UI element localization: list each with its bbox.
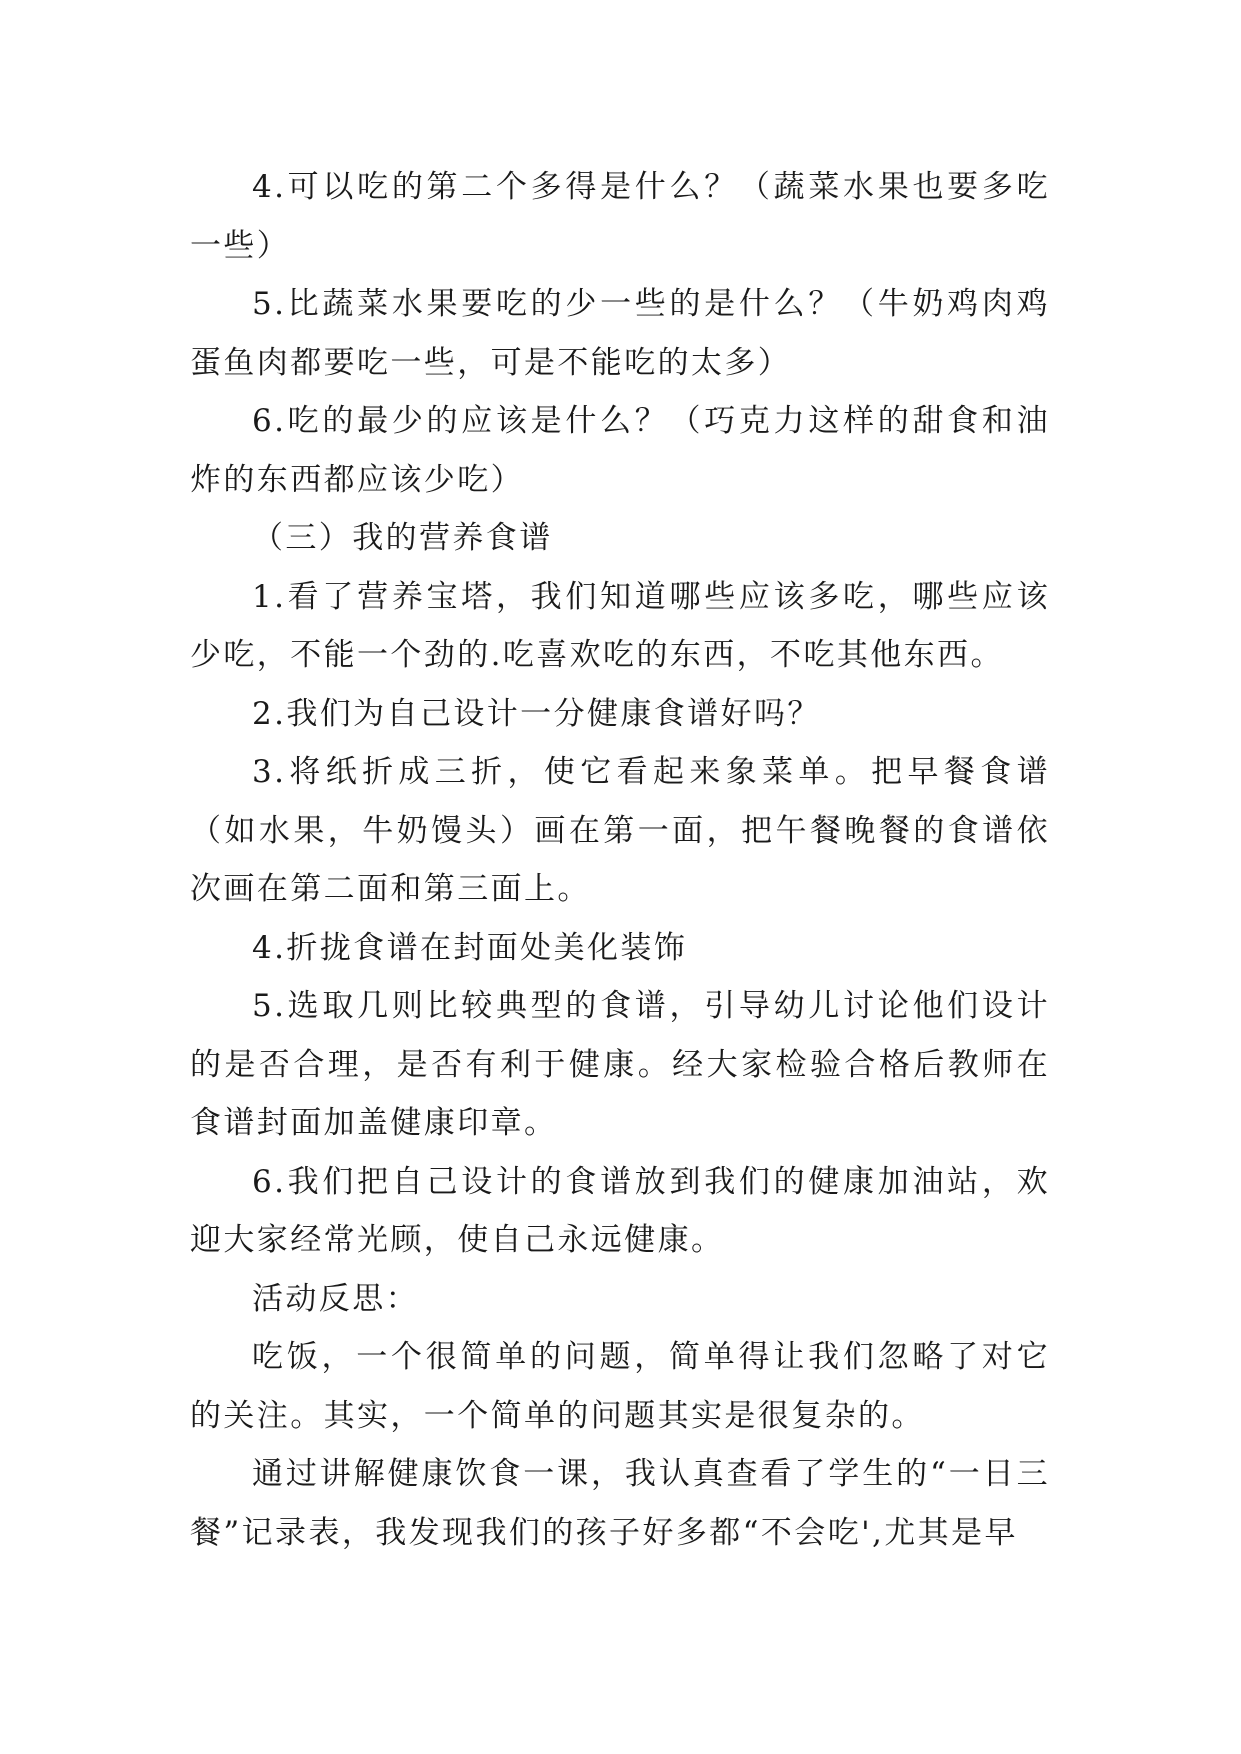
document-body	[190, 158, 1050, 1562]
paragraph-question-6: 6.吃的最少的应该是什么？（巧克力这样的甜食和油炸的东西都应该少吃）	[190, 403, 1050, 498]
paragraph-step-4: 4.折拢食谱在封面处美化装饰	[252, 929, 688, 966]
paragraph-step-3: 3.将纸折成三折，使它看起来象菜单。把早餐食谱（如水果，牛奶馒头）画在第一面，把午餐晚餐的食谱依次画在第二面和第三面上。	[190, 754, 1050, 907]
paragraph-step-5: 5.选取几则比较典型的食谱，引导幼儿讨论他们设计的是否合理，是否有利于健康。经大家检验合格后教师在食谱封面加盖健康印章。	[190, 988, 1050, 1141]
reflection-heading: 活动反思：	[252, 1280, 419, 1317]
section-heading-nutrition-menu: （三）我的营养食谱	[252, 520, 553, 556]
reflection-paragraph-2: 通过讲解健康饮食一课，我认真查看了学生的“一日三餐”记录表，我发现我们的孩子好多都“不会吃',尤其是早	[190, 1456, 1050, 1551]
reflection-paragraph-1: 吃饭，一个很简单的问题，简单得让我们忽略了对它的关注。其实，一个简单的问题其实是很复杂的。	[190, 1339, 1050, 1434]
paragraph-step-6: 6.我们把自己设计的食谱放到我们的健康加油站，欢迎大家经常光顾，使自己永远健康。	[190, 1163, 1050, 1258]
paragraph-step-2: 2.我们为自己设计一分健康食谱好吗？	[252, 695, 821, 732]
paragraph-question-5: 5.比蔬菜水果要吃的少一些的是什么？（牛奶鸡肉鸡蛋鱼肉都要吃一些，可是不能吃的太多）	[190, 286, 1050, 381]
paragraph-question-4: 4.可以吃的第二个多得是什么？（蔬菜水果也要多吃一些）	[190, 169, 1050, 264]
paragraph-step-1: 1.看了营养宝塔，我们知道哪些应该多吃，哪些应该少吃，不能一个劲的.吃喜欢吃的东西，不吃其他东西。	[190, 578, 1050, 673]
